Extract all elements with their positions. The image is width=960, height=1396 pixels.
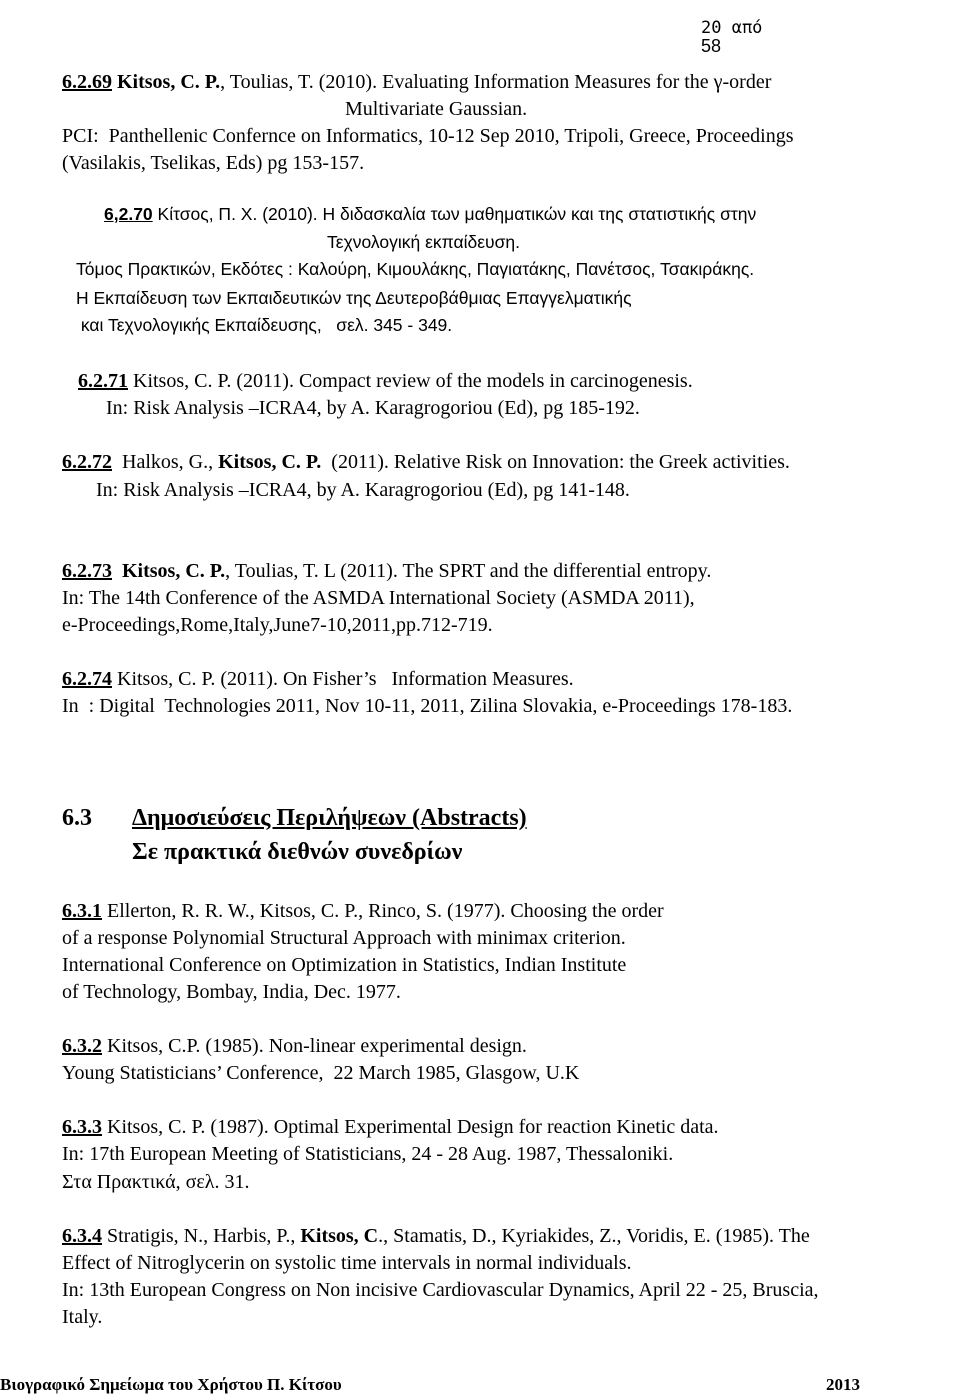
entry-author: Kitsos, C bbox=[300, 1225, 379, 1247]
abstract-6-3-1-line4: of Technology, Bombay, India, Dec. 1977. bbox=[62, 981, 401, 1003]
entry-6-2-70-line1 bbox=[104, 206, 756, 224]
entry-6-2-71-line1 bbox=[78, 371, 693, 391]
entry-text: Κίτσος, Π. Χ. (2010). Η διδασκαλία των μαθηματικών και της στατιστικής στην bbox=[152, 204, 757, 224]
entry-6-2-70-line5: και Τεχνολογικής Εκπαίδευσης, σελ. 345 - 349. bbox=[76, 315, 453, 335]
entry-6-2-69-line4: (Vasilakis, Tselikas, Eds) pg 153-157. bbox=[62, 152, 365, 174]
abstract-6-3-4-line2: Effect of Nitroglycerin on systolic time intervals in normal individuals. bbox=[62, 1252, 632, 1274]
entry-text: Halkos, G., bbox=[112, 451, 219, 473]
entry-text: Kitsos, C. P. (1987). Optimal Experimental Design for reaction Kinetic data. bbox=[102, 1116, 719, 1138]
entry-6-2-69-line2: Multivariate Gaussian. bbox=[345, 98, 528, 120]
entry-number: 6.2.74 bbox=[62, 668, 112, 690]
entry-number: 6.3.1 bbox=[62, 900, 102, 922]
entry-number: 6.2.69 bbox=[62, 71, 112, 93]
entry-6-2-73-line1 bbox=[62, 561, 711, 581]
abstract-6-3-1-line1 bbox=[62, 901, 664, 921]
entry-text: Kitsos, C.P. (1985). Non-linear experimental design. bbox=[102, 1035, 527, 1057]
entry-6-2-73-line3: e-Proceedings,Rome,Italy,June7-10,2011,pp.712-719. bbox=[62, 614, 493, 636]
entry-author: Kitsos, C. P. bbox=[218, 451, 322, 473]
abstract-6-3-2-line1 bbox=[62, 1036, 527, 1056]
entry-6-2-72-line2: In: Risk Analysis –ICRA4, by A. Karagrogoriou (Ed), pg 141-148. bbox=[96, 479, 630, 501]
abstract-6-3-4-line4: Italy. bbox=[62, 1306, 103, 1328]
entry-number: 6.2.71 bbox=[78, 370, 128, 392]
entry-6-2-71-line2: In: Risk Analysis –ICRA4, by A. Karagrogoriou (Ed), pg 185-192. bbox=[106, 397, 640, 419]
entry-number: 6.2.73 bbox=[62, 560, 112, 582]
entry-text: Stratigis, N., Harbis, P., bbox=[102, 1225, 301, 1247]
section-number: 6.3 bbox=[62, 805, 92, 831]
entry-6-2-70-line2: Τεχνολογική εκπαίδευση. bbox=[327, 232, 520, 252]
entry-6-2-70-line3: Τόμος Πρακτικών, Εκδότες : Καλούρη, Κιμουλάκης, Παγιατάκης, Πανέτσος, Τσακιράκης. bbox=[76, 259, 755, 279]
entry-number: 6.2.72 bbox=[62, 451, 112, 473]
entry-text-2: ., Stamatis, D., Kyriakides, Z., Voridis, E. (1985). The bbox=[378, 1225, 810, 1247]
entry-text: Ellerton, R. R. W., Kitsos, C. P., Rinco, S. (1977). Choosing the order bbox=[102, 900, 664, 922]
abstract-6-3-2-line2: Young Statisticians’ Conference, 22 March 1985, Glasgow, U.K bbox=[62, 1062, 580, 1084]
abstract-6-3-1-line2: of a response Polynomial Structural Approach with minimax criterion. bbox=[62, 927, 626, 949]
entry-6-2-69-line3: PCI: Panthellenic Confernce on Informatics, 10-12 Sep 2010, Tripoli, Greece, Proceedings bbox=[62, 125, 794, 147]
page-of-label: 20 από bbox=[701, 18, 763, 38]
abstract-6-3-4-line1 bbox=[62, 1226, 810, 1246]
abstract-6-3-4-line3: In: 13th European Congress on Non incisive Cardiovascular Dynamics, April 22 - 25, Brusсia, bbox=[62, 1279, 819, 1301]
abstract-6-3-1-line3: International Conference on Optimization in Statistics, Indian Institute bbox=[62, 954, 627, 976]
entry-6-2-74-line1 bbox=[62, 669, 574, 689]
entry-author: Kitsos, C. P. bbox=[112, 560, 226, 582]
abstract-6-3-3-line3: Στα Πρακτικά, σελ. 31. bbox=[62, 1171, 250, 1193]
entry-text: Kitsos, C. P. (2011). On Fisher’s Information Measures. bbox=[112, 668, 574, 690]
entry-text: Kitsos, C. P. (2011). Compact review of the models in carcinogenesis. bbox=[128, 370, 693, 392]
section-heading bbox=[62, 805, 527, 831]
entry-number: 6.3.4 bbox=[62, 1225, 102, 1247]
entry-number: 6.3.3 bbox=[62, 1116, 102, 1138]
page-number bbox=[693, 4, 762, 56]
section-subheading: Σε πρακτικά διεθνών συνεδρίων bbox=[132, 839, 463, 865]
entry-6-2-72-line1 bbox=[62, 452, 790, 472]
entry-6-2-70-line4: Η Εκπαίδευση των Εκπαιδευτικών της Δευτεροβάθμιας Επαγγελματικής bbox=[76, 288, 632, 308]
entry-6-2-73-line2: In: The 14th Conference of the ASMDA International Society (ASMDA 2011), bbox=[62, 587, 695, 609]
entry-6-2-74-line2: In : Digital Technologies 2011, Nov 10-11, 2011, Zilina Slovakia, e-Proceedings 178-183. bbox=[62, 695, 793, 717]
entry-text: , Toulias, T. L (2011). The SPRT and the differential entropy. bbox=[225, 560, 712, 582]
abstract-6-3-3-line2: In: 17th European Meeting of Statisticians, 24 - 28 Aug. 1987, Thessaloniki. bbox=[62, 1143, 674, 1165]
abstract-6-3-3-line1 bbox=[62, 1117, 719, 1137]
entry-text-2: (2011). Relative Risk on Innovation: the Greek activities. bbox=[321, 451, 790, 473]
footer-year: 2013 bbox=[826, 1375, 860, 1394]
entry-number: 6.3.2 bbox=[62, 1035, 102, 1057]
section-title: Δημοσιεύσεις Περιλήψεων (Abstracts) bbox=[132, 805, 527, 831]
footer-title: Βιογραφικό Σημείωμα του Χρήστου Π. Κίτσου bbox=[0, 1375, 342, 1394]
total-pages: 58 bbox=[701, 36, 722, 56]
entry-6-2-69-line1 bbox=[62, 72, 771, 92]
entry-number: 6,2.70 bbox=[104, 204, 153, 224]
entry-author: Kitsos, C. P. bbox=[117, 71, 221, 93]
entry-text: , Toulias, T. (2010). Evaluating Information Measures for the γ-order bbox=[220, 71, 772, 93]
